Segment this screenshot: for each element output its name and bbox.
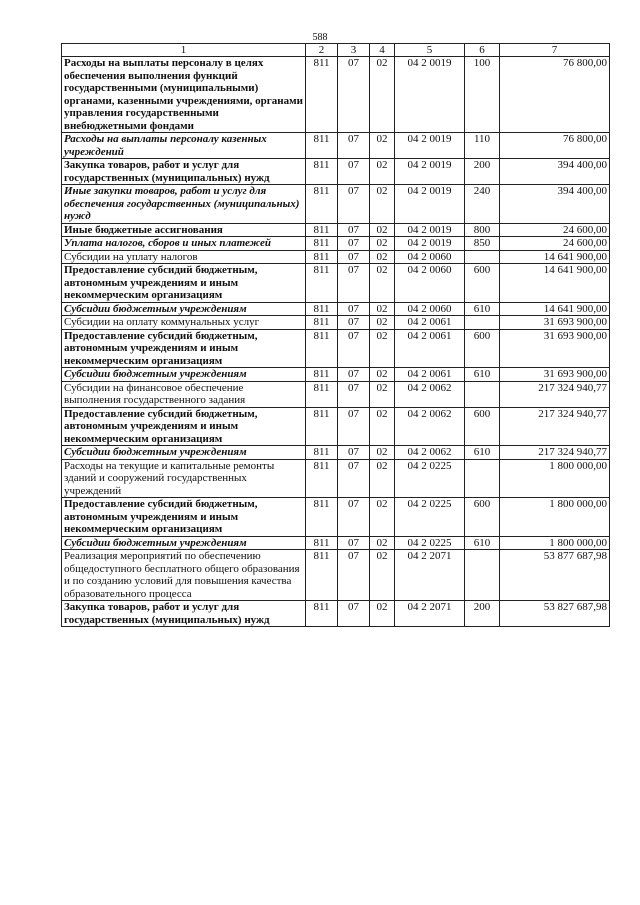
row-name: Закупка товаров, работ и услуг для государственных (муниципальных) нужд [62, 159, 306, 185]
header-row [62, 44, 610, 57]
row-section: 07 [338, 316, 370, 330]
row-expense-type [465, 381, 500, 407]
row-target-article: 04 2 0060 [395, 264, 465, 303]
header-col-6: 6 [465, 44, 500, 57]
row-expense-type: 600 [465, 498, 500, 537]
row-section: 07 [338, 159, 370, 185]
row-section: 07 [338, 264, 370, 303]
row-section: 07 [338, 302, 370, 316]
row-name: Субсидии на оплату коммунальных услуг [62, 316, 306, 330]
table-row [62, 159, 610, 185]
row-amount: 394 400,00 [500, 185, 610, 224]
row-subsection: 02 [370, 459, 395, 498]
row-target-article: 04 2 0062 [395, 381, 465, 407]
row-name: Иные бюджетные ассигнования [62, 223, 306, 237]
row-subsection: 02 [370, 185, 395, 224]
row-admin-code: 811 [306, 329, 338, 368]
row-amount: 14 641 900,00 [500, 302, 610, 316]
row-section: 07 [338, 133, 370, 159]
row-amount: 394 400,00 [500, 159, 610, 185]
row-section: 07 [338, 250, 370, 264]
row-section: 07 [338, 185, 370, 224]
row-target-article: 04 2 0062 [395, 446, 465, 460]
row-amount: 14 641 900,00 [500, 264, 610, 303]
row-amount: 1 800 000,00 [500, 536, 610, 550]
row-amount: 217 324 940,77 [500, 446, 610, 460]
row-name: Реализация мероприятий по обеспечению общедоступного бесплатного общего образования и по созданию условий для повышения качества образовательного процесса [62, 550, 306, 601]
row-expense-type: 610 [465, 536, 500, 550]
row-admin-code: 811 [306, 368, 338, 382]
row-subsection: 02 [370, 133, 395, 159]
table-row [62, 368, 610, 382]
row-name: Субсидии на уплату налогов [62, 250, 306, 264]
table-row [62, 237, 610, 251]
table-row [62, 185, 610, 224]
row-expense-type: 240 [465, 185, 500, 224]
row-subsection: 02 [370, 550, 395, 601]
row-admin-code: 811 [306, 264, 338, 303]
table-row [62, 302, 610, 316]
row-subsection: 02 [370, 223, 395, 237]
row-expense-type [465, 550, 500, 601]
row-section: 07 [338, 223, 370, 237]
row-subsection: 02 [370, 536, 395, 550]
row-expense-type: 610 [465, 446, 500, 460]
row-name: Субсидии на финансовое обеспечение выполнения государственного задания [62, 381, 306, 407]
row-name: Расходы на текущие и капитальные ремонты зданий и сооружений государственных учреждений [62, 459, 306, 498]
table-row [62, 223, 610, 237]
row-expense-type: 800 [465, 223, 500, 237]
row-admin-code: 811 [306, 536, 338, 550]
row-name: Субсидии бюджетным учреждениям [62, 368, 306, 382]
row-admin-code: 811 [306, 316, 338, 330]
row-subsection: 02 [370, 316, 395, 330]
row-expense-type: 610 [465, 302, 500, 316]
row-admin-code: 811 [306, 498, 338, 537]
row-section: 07 [338, 601, 370, 627]
row-name: Иные закупки товаров, работ и услуг для обеспечения государственных (муниципальных) нужд [62, 185, 306, 224]
table-row [62, 459, 610, 498]
row-amount: 217 324 940,77 [500, 407, 610, 446]
row-expense-type [465, 250, 500, 264]
row-target-article: 04 2 0060 [395, 250, 465, 264]
row-amount: 217 324 940,77 [500, 381, 610, 407]
row-amount: 76 800,00 [500, 57, 610, 133]
row-target-article: 04 2 0225 [395, 536, 465, 550]
row-subsection: 02 [370, 264, 395, 303]
row-section: 07 [338, 550, 370, 601]
row-subsection: 02 [370, 302, 395, 316]
row-section: 07 [338, 368, 370, 382]
row-subsection: 02 [370, 329, 395, 368]
row-target-article: 04 2 2071 [395, 550, 465, 601]
row-subsection: 02 [370, 407, 395, 446]
table-row [62, 329, 610, 368]
row-section: 07 [338, 381, 370, 407]
row-admin-code: 811 [306, 159, 338, 185]
table-row [62, 250, 610, 264]
row-subsection: 02 [370, 381, 395, 407]
row-expense-type: 600 [465, 329, 500, 368]
row-amount: 31 693 900,00 [500, 368, 610, 382]
row-section: 07 [338, 237, 370, 251]
row-amount: 14 641 900,00 [500, 250, 610, 264]
row-name: Предоставление субсидий бюджетным, автономным учреждениям и иным некоммерческим организациям [62, 407, 306, 446]
row-subsection: 02 [370, 446, 395, 460]
row-admin-code: 811 [306, 223, 338, 237]
table-row [62, 550, 610, 601]
row-target-article: 04 2 0225 [395, 498, 465, 537]
row-section: 07 [338, 57, 370, 133]
row-amount: 1 800 000,00 [500, 498, 610, 537]
row-section: 07 [338, 536, 370, 550]
row-name: Субсидии бюджетным учреждениям [62, 302, 306, 316]
row-target-article: 04 2 0061 [395, 329, 465, 368]
row-expense-type [465, 316, 500, 330]
table-row [62, 601, 610, 627]
row-admin-code: 811 [306, 407, 338, 446]
row-subsection: 02 [370, 368, 395, 382]
row-amount: 76 800,00 [500, 133, 610, 159]
row-target-article: 04 2 0019 [395, 223, 465, 237]
row-expense-type: 200 [465, 601, 500, 627]
row-section: 07 [338, 459, 370, 498]
row-target-article: 04 2 0019 [395, 185, 465, 224]
row-amount: 31 693 900,00 [500, 329, 610, 368]
row-admin-code: 811 [306, 302, 338, 316]
row-admin-code: 811 [306, 381, 338, 407]
table-row [62, 536, 610, 550]
row-name: Уплата налогов, сборов и иных платежей [62, 237, 306, 251]
row-name: Предоставление субсидий бюджетным, автономным учреждениям и иным некоммерческим организациям [62, 264, 306, 303]
row-name: Субсидии бюджетным учреждениям [62, 446, 306, 460]
row-amount: 31 693 900,00 [500, 316, 610, 330]
row-section: 07 [338, 407, 370, 446]
row-target-article: 04 2 0060 [395, 302, 465, 316]
table-row [62, 407, 610, 446]
row-expense-type: 850 [465, 237, 500, 251]
row-expense-type: 600 [465, 264, 500, 303]
row-amount: 53 877 687,98 [500, 550, 610, 601]
row-section: 07 [338, 498, 370, 537]
header-col-5: 5 [395, 44, 465, 57]
row-subsection: 02 [370, 498, 395, 537]
row-target-article: 04 2 0019 [395, 237, 465, 251]
row-subsection: 02 [370, 159, 395, 185]
row-target-article: 04 2 2071 [395, 601, 465, 627]
row-target-article: 04 2 0019 [395, 57, 465, 133]
row-subsection: 02 [370, 250, 395, 264]
row-admin-code: 811 [306, 185, 338, 224]
row-admin-code: 811 [306, 57, 338, 133]
header-col-1: 1 [62, 44, 306, 57]
header-col-4: 4 [370, 44, 395, 57]
row-expense-type: 600 [465, 407, 500, 446]
row-expense-type: 200 [465, 159, 500, 185]
row-target-article: 04 2 0225 [395, 459, 465, 498]
header-col-7: 7 [500, 44, 610, 57]
row-amount: 24 600,00 [500, 223, 610, 237]
table-row [62, 57, 610, 133]
row-expense-type: 110 [465, 133, 500, 159]
table-body [62, 57, 610, 627]
row-subsection: 02 [370, 237, 395, 251]
row-expense-type: 610 [465, 368, 500, 382]
header-col-2: 2 [306, 44, 338, 57]
row-expense-type [465, 459, 500, 498]
row-target-article: 04 2 0019 [395, 159, 465, 185]
table-row [62, 264, 610, 303]
row-admin-code: 811 [306, 133, 338, 159]
row-target-article: 04 2 0062 [395, 407, 465, 446]
row-name: Расходы на выплаты персоналу в целях обеспечения выполнения функций государственными (муниципальными) органами, казенными учреждениями, органами управления государственными внебюджетными фондами [62, 57, 306, 133]
row-section: 07 [338, 446, 370, 460]
row-target-article: 04 2 0061 [395, 368, 465, 382]
row-target-article: 04 2 0061 [395, 316, 465, 330]
row-admin-code: 811 [306, 446, 338, 460]
table-row [62, 498, 610, 537]
row-name: Предоставление субсидий бюджетным, автономным учреждениям и иным некоммерческим организациям [62, 329, 306, 368]
row-admin-code: 811 [306, 237, 338, 251]
table-row [62, 446, 610, 460]
table-row [62, 133, 610, 159]
row-subsection: 02 [370, 601, 395, 627]
table-row [62, 381, 610, 407]
table-row [62, 316, 610, 330]
table-header [62, 44, 610, 57]
row-target-article: 04 2 0019 [395, 133, 465, 159]
row-name: Предоставление субсидий бюджетным, автономным учреждениям и иным некоммерческим организациям [62, 498, 306, 537]
header-col-3: 3 [338, 44, 370, 57]
row-expense-type: 100 [465, 57, 500, 133]
row-section: 07 [338, 329, 370, 368]
row-amount: 24 600,00 [500, 237, 610, 251]
row-amount: 1 800 000,00 [500, 459, 610, 498]
row-name: Расходы на выплаты персоналу казенных учреждений [62, 133, 306, 159]
row-admin-code: 811 [306, 550, 338, 601]
row-name: Субсидии бюджетным учреждениям [62, 536, 306, 550]
row-admin-code: 811 [306, 250, 338, 264]
row-subsection: 02 [370, 57, 395, 133]
budget-table [61, 43, 610, 627]
page-number: 588 [312, 32, 328, 43]
row-admin-code: 811 [306, 601, 338, 627]
row-amount: 53 827 687,98 [500, 601, 610, 627]
row-name: Закупка товаров, работ и услуг для государственных (муниципальных) нужд [62, 601, 306, 627]
row-admin-code: 811 [306, 459, 338, 498]
